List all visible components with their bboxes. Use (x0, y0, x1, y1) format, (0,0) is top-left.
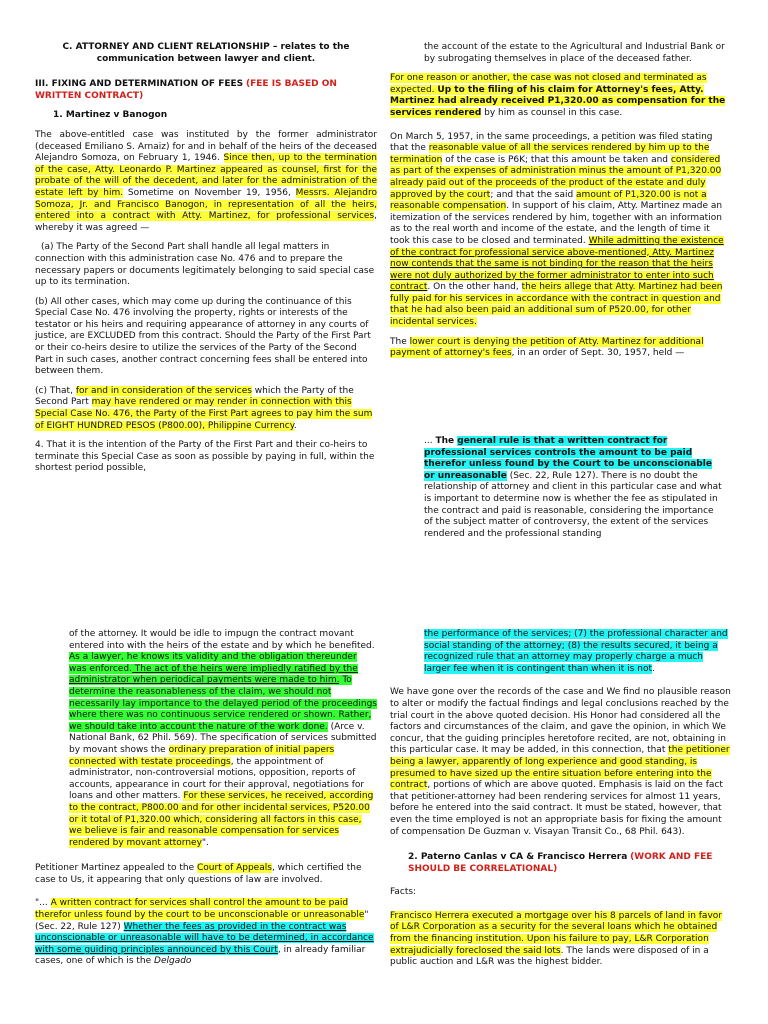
bottom-right-column (390, 629, 732, 977)
section-iii-title: III. FIXING AND DETERMINATION OF FEES (35, 79, 244, 90)
section-iii-note: (FEE IS BASED ON WRITTEN CONTRACT) (35, 79, 337, 101)
section-c-heading: C. ATTORNEY AND CLIENT RELATIONSHIP – relates to the communication between lawyer and client. (62, 42, 350, 64)
top-right-column (390, 42, 732, 368)
bottom-right-paragraph-2: Francisco Herrera executed a mortgage over his 8 parcels of land in favor of L&R Corporation as a security for the several loans which he obtained from the financing institution. Upon his failure to pay, L&R Corporation extrajudicially foreclosed the said lots. The lands were disposed of in a public auction and L&R was the highest bidder. (390, 910, 722, 968)
bottom-left-paragraph-2: Petitioner Martinez appealed to the Court of Appeals, which certified the case to Us, it appearing that only questions of law are involved. (35, 863, 362, 885)
top-right-paragraph-1: For one reason or another, the case was not closed and terminated as expected. Up to the filing of his claim for Attorney's fees, Atty. Martinez had already received P1,320.00 as compensation for the services rendered by him as counsel in this case. (390, 73, 726, 118)
top-right-paragraph-0: the account of the estate to the Agricultural and Industrial Bank or by subrogating themselves in place of the deceased father. (424, 42, 725, 64)
bottom-left-column (35, 629, 377, 976)
bottom-left-paragraph-3: "... A written contract for services shall control the amount to be paid therefor unless found by the court to be unconscionable or unreasonable" (Sec. 22, Rule 127) Whether the fees as provided in the contract was unconscionable or unreasonable will have to be determined, in accordance with some guiding principles announced by this Court, in already familiar cases, one of which is the Delgado (35, 898, 374, 967)
court-quote: ... The general rule is that a written contract for professional services controls the amount to be paid therefor unless found by the Court to be unconscionable or unreasonable (Sec. 22, Rule 127). There is no doubt the relationship of attorney and client in this particular case and what is important to determine now is whether the fee as stipulated in the contract and paid is reasonable, considering the importance of the subject matter of controversy, the extent of the services rendered and the professional standing (424, 436, 722, 539)
clause-a: (a) The Party of the Second Part shall handle all legal matters in connection with this administration case No. 476 and to prepare the necessary papers or documents legitimately belonging to said special case up to its termination. (35, 242, 375, 288)
top-right-paragraph-2: On March 5, 1957, in the same proceedings, a petition was filed stating that the reasonable value of all the services rendered by him up to the termination of the case is P6K; that this amount be taken and considered as part of the expenses of administration minus the amount of P1,320.00 already paid out of the proceeds of the product of the estate and duly approved by the court; and that the said amount of P1,320.00 is not a reasonable compensation. In support of his claim, Atty. Martinez made an itemization of the services rendered by him, together with an information as to the real worth and income of the estate, and the length of time it took this case to be closed and terminated. While admitting the existence of the contract for professional service above-mentioned, Atty. Martinez now contends that the same is not binding for the reason that the heirs were not duly authorized by the former administrator to enter into such contract. On the other hand, the heirs allege that Atty. Martinez had been fully paid for his services in accordance with the contract in question and that he had also been paid an additional sum of P520.00, for other incidental services. (390, 131, 724, 328)
top-right-paragraph-3: The lower court is denying the petition of Atty. Martinez for additional payment of attorney's fees, in an order of Sept. 30, 1957, held — (390, 336, 704, 359)
bottom-right-paragraph-1: We have gone over the records of the case and We find no plausible reason to alter or modify the factual findings and legal conclusions reached by the trial court in the above quoted decision. His Honor had considered all the factors and circumstances of the claim, and gave the opinion, in which We concur, that the guiding principles heretofore recited, are not, obtaining in this particular case. It may be added, in this connection, that the petitioner being a lawyer, apparently of long experience and good standing, is presumed to have sized up the entire situation before entering into the contract, portions of which are above quoted. Emphasis is laid on the fact that petitioner-attorney had been rendering services for almost 11 years, before he entered into the said contract. It must be stated, however, that even the time employed is not an appropriate basis for fixing the amount of compensation De Guzman v. Visayan Transit Co., 68 Phil. 643). (390, 687, 731, 837)
bottom-right-paragraph-0: the performance of the services; (7) the professional character and social standing of the attorney; (8) the results secured, it being a recognized rule that an attorney may properly charge a much larger fee when it is contingent than when it is not. (424, 629, 728, 674)
top-left-column (35, 42, 377, 483)
section-iii-heading (35, 79, 377, 102)
case2-title: 2. Paterno Canlas v CA & Francisco Herrera (WORK AND FEE SHOULD BE CORRELATIONAL) (408, 852, 713, 874)
clause-4: 4. That it is the intention of the Party of the First Part and their co-heirs to terminate this Special Case as soon as possible by paying in full, within the shortest period possible, (35, 440, 375, 474)
clause-c: (c) That, for and in consideration of the services which the Party of the Second Part may have rendered or may render in connection with this Special Case No. 476, the Party of the First Part agrees to pay him the sum of EIGHT HUNDRED PESOS (P800.00), Philippine Currency. (35, 385, 373, 431)
case1-title: 1. Martinez v Banogon (53, 110, 168, 121)
case1-paragraph-1: The above-entitled case was instituted by the former administrator (deceased Emiliano S. Arnaiz) for and in behalf of the heirs of the deceased Alejandro Somoza, on February 1, 1946. Since then, up to the termination of the case, Atty. Leonardo P. Martinez appeared as counsel, first for the probate of the will of the decedent, and later for the administration of the estate left by him. Sometime on November 19, 1956, Messrs. Alejandro Somoza, Jr. and Francisco Banogon, in representation of all the heirs, entered into a contract with Atty. Martinez, for professional services, whereby it was agreed — (35, 129, 377, 233)
facts-label: Facts: (390, 887, 417, 898)
bottom-left-paragraph-1: of the attorney. It would be idle to impugn the contract movant entered into with the heirs of the estate and by which he benefited. As a lawyer, he knows its validity and the obligation thereunder was enforced. The act of the heirs were impliedly ratified by the administrator when periodical payments were made to him. To determine the reasonableness of the claim, we should not necessarily lay importance to the delayed period of the proceedings where there was no continuous service rendered or shown. Rather, we should take into account the nature of the work done. (Arce v. National Bank, 62 Phil. 569). The specification of services submitted by movant shows the ordinary preparation of initial papers connected with testate proceedings, the appointment of administrator, non-controversial motions, opposition, reports of accounts, appearance in court for their approval, negotiations for loans and other matters. For these services, he received, according to the contract, P800.00 and for other incidental services, P520.00 or it total of P1,320.00 which, considering all factors in this case, we believe is fair and reasonable compensation for services rendered by movant attorney". (69, 629, 377, 848)
clause-b: (b) All other cases, which may come up during the continuance of this Special Case No. 476 involving the property, rights or interests of the testator or his heirs and requiring appearance of attorney in any courts of justice, are EXCLUDED from this contract. Should the Party of the First Part or their co-heirs desire to utilize the services of the Party of the Second Part in such cases, another contract concerning fees shall be entered into between them. (35, 296, 371, 377)
